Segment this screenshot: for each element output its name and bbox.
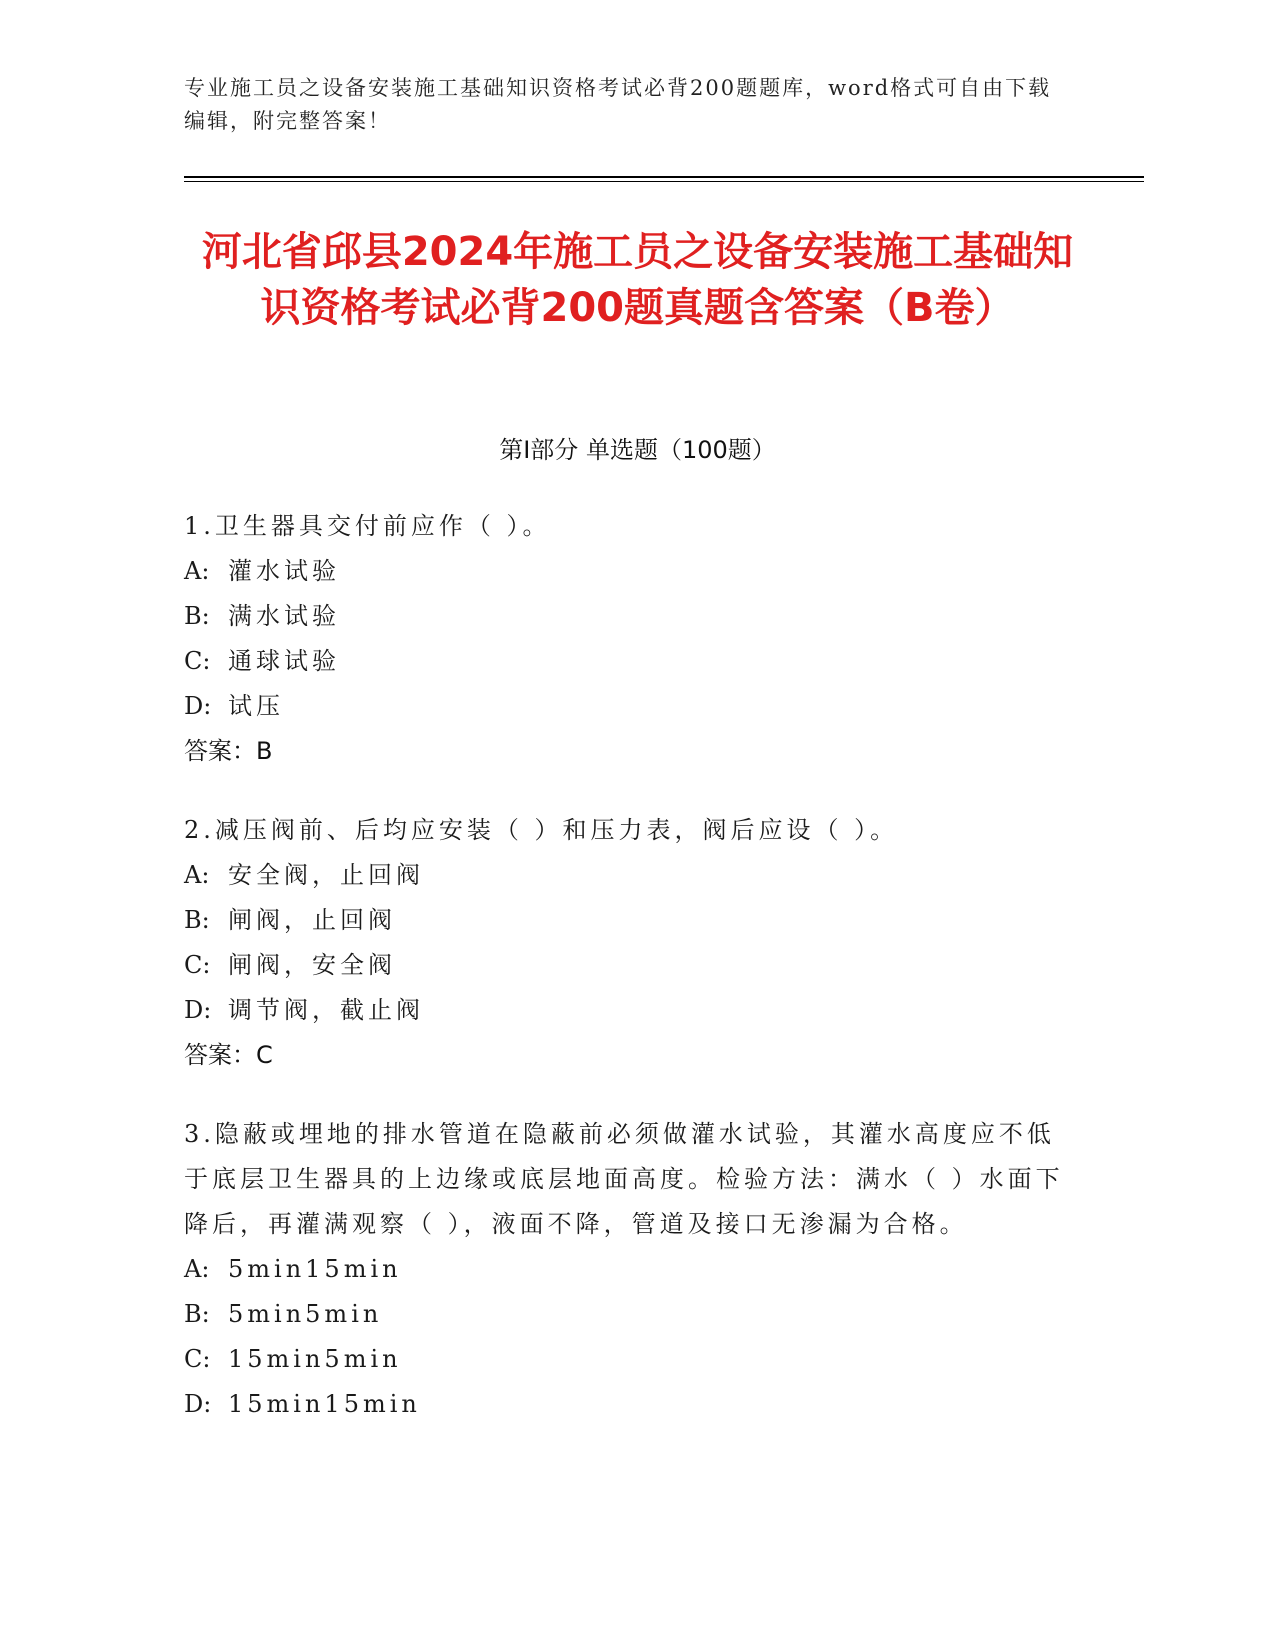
option-text: 15min5min xyxy=(228,1345,402,1373)
option-key: C: xyxy=(184,951,211,979)
option-b xyxy=(184,1292,1064,1337)
option-key: A: xyxy=(184,557,210,585)
option-d xyxy=(184,684,1064,729)
option-a xyxy=(184,853,1064,898)
option-a xyxy=(184,549,1064,594)
option-text: 试压 xyxy=(228,692,284,720)
option-c xyxy=(184,1337,1064,1382)
option-text: 闸阀，止回阀 xyxy=(228,906,396,934)
option-d xyxy=(184,988,1064,1033)
option-key: D: xyxy=(184,692,212,720)
option-key: C: xyxy=(184,647,211,675)
question-3 xyxy=(184,1112,1064,1427)
option-key: D: xyxy=(184,1390,212,1418)
question-stem: 3.隐蔽或埋地的排水管道在隐蔽前必须做灌水试验，其灌水高度应不低于底层卫生器具的上边缘或底层地面高度。检验方法：满水（ ）水面下降后，再灌满观察（ ），液面不降，管道及接口无渗漏为合格。 xyxy=(184,1120,1064,1238)
option-text: 安全阀，止回阀 xyxy=(228,861,424,889)
option-key: D: xyxy=(184,996,212,1024)
answer-line: 答案：C xyxy=(184,1041,273,1069)
section-heading: 第I部分 单选题（100题） xyxy=(499,436,776,464)
option-b xyxy=(184,594,1064,639)
question-stem: 2.减压阀前、后均应安装（ ）和压力表，阀后应设（ ）。 xyxy=(184,816,899,844)
option-text: 5min5min xyxy=(228,1300,383,1328)
option-text: 闸阀，安全阀 xyxy=(228,951,396,979)
option-c xyxy=(184,943,1064,988)
option-text: 5min15min xyxy=(228,1255,402,1283)
option-text: 15min15min xyxy=(228,1390,421,1418)
option-key: B: xyxy=(184,906,210,934)
header-rule-thick xyxy=(184,176,1144,178)
header-rule-thin xyxy=(184,181,1144,182)
option-d xyxy=(184,1382,1064,1427)
option-key: A: xyxy=(184,1255,210,1283)
option-key: A: xyxy=(184,861,210,889)
option-text: 通球试验 xyxy=(228,647,340,675)
question-2 xyxy=(184,808,1064,1078)
option-key: B: xyxy=(184,1300,210,1328)
question-stem: 1.卫生器具交付前应作（ ）。 xyxy=(184,512,551,540)
document-title: 河北省邱县2024年施工员之设备安装施工基础知识资格考试必背200题真题含答案（B卷） xyxy=(201,229,1074,331)
option-b xyxy=(184,898,1064,943)
question-1 xyxy=(184,504,1064,774)
header-note: 专业施工员之设备安装施工基础知识资格考试必背200题题库，word格式可自由下载编辑，附完整答案！ xyxy=(184,76,1052,133)
option-text: 调节阀，截止阀 xyxy=(228,996,424,1024)
answer-line: 答案：B xyxy=(184,737,273,765)
option-key: C: xyxy=(184,1345,211,1373)
option-c xyxy=(184,639,1064,684)
option-a xyxy=(184,1247,1064,1292)
option-text: 灌水试验 xyxy=(228,557,340,585)
option-text: 满水试验 xyxy=(228,602,340,630)
option-key: B: xyxy=(184,602,210,630)
